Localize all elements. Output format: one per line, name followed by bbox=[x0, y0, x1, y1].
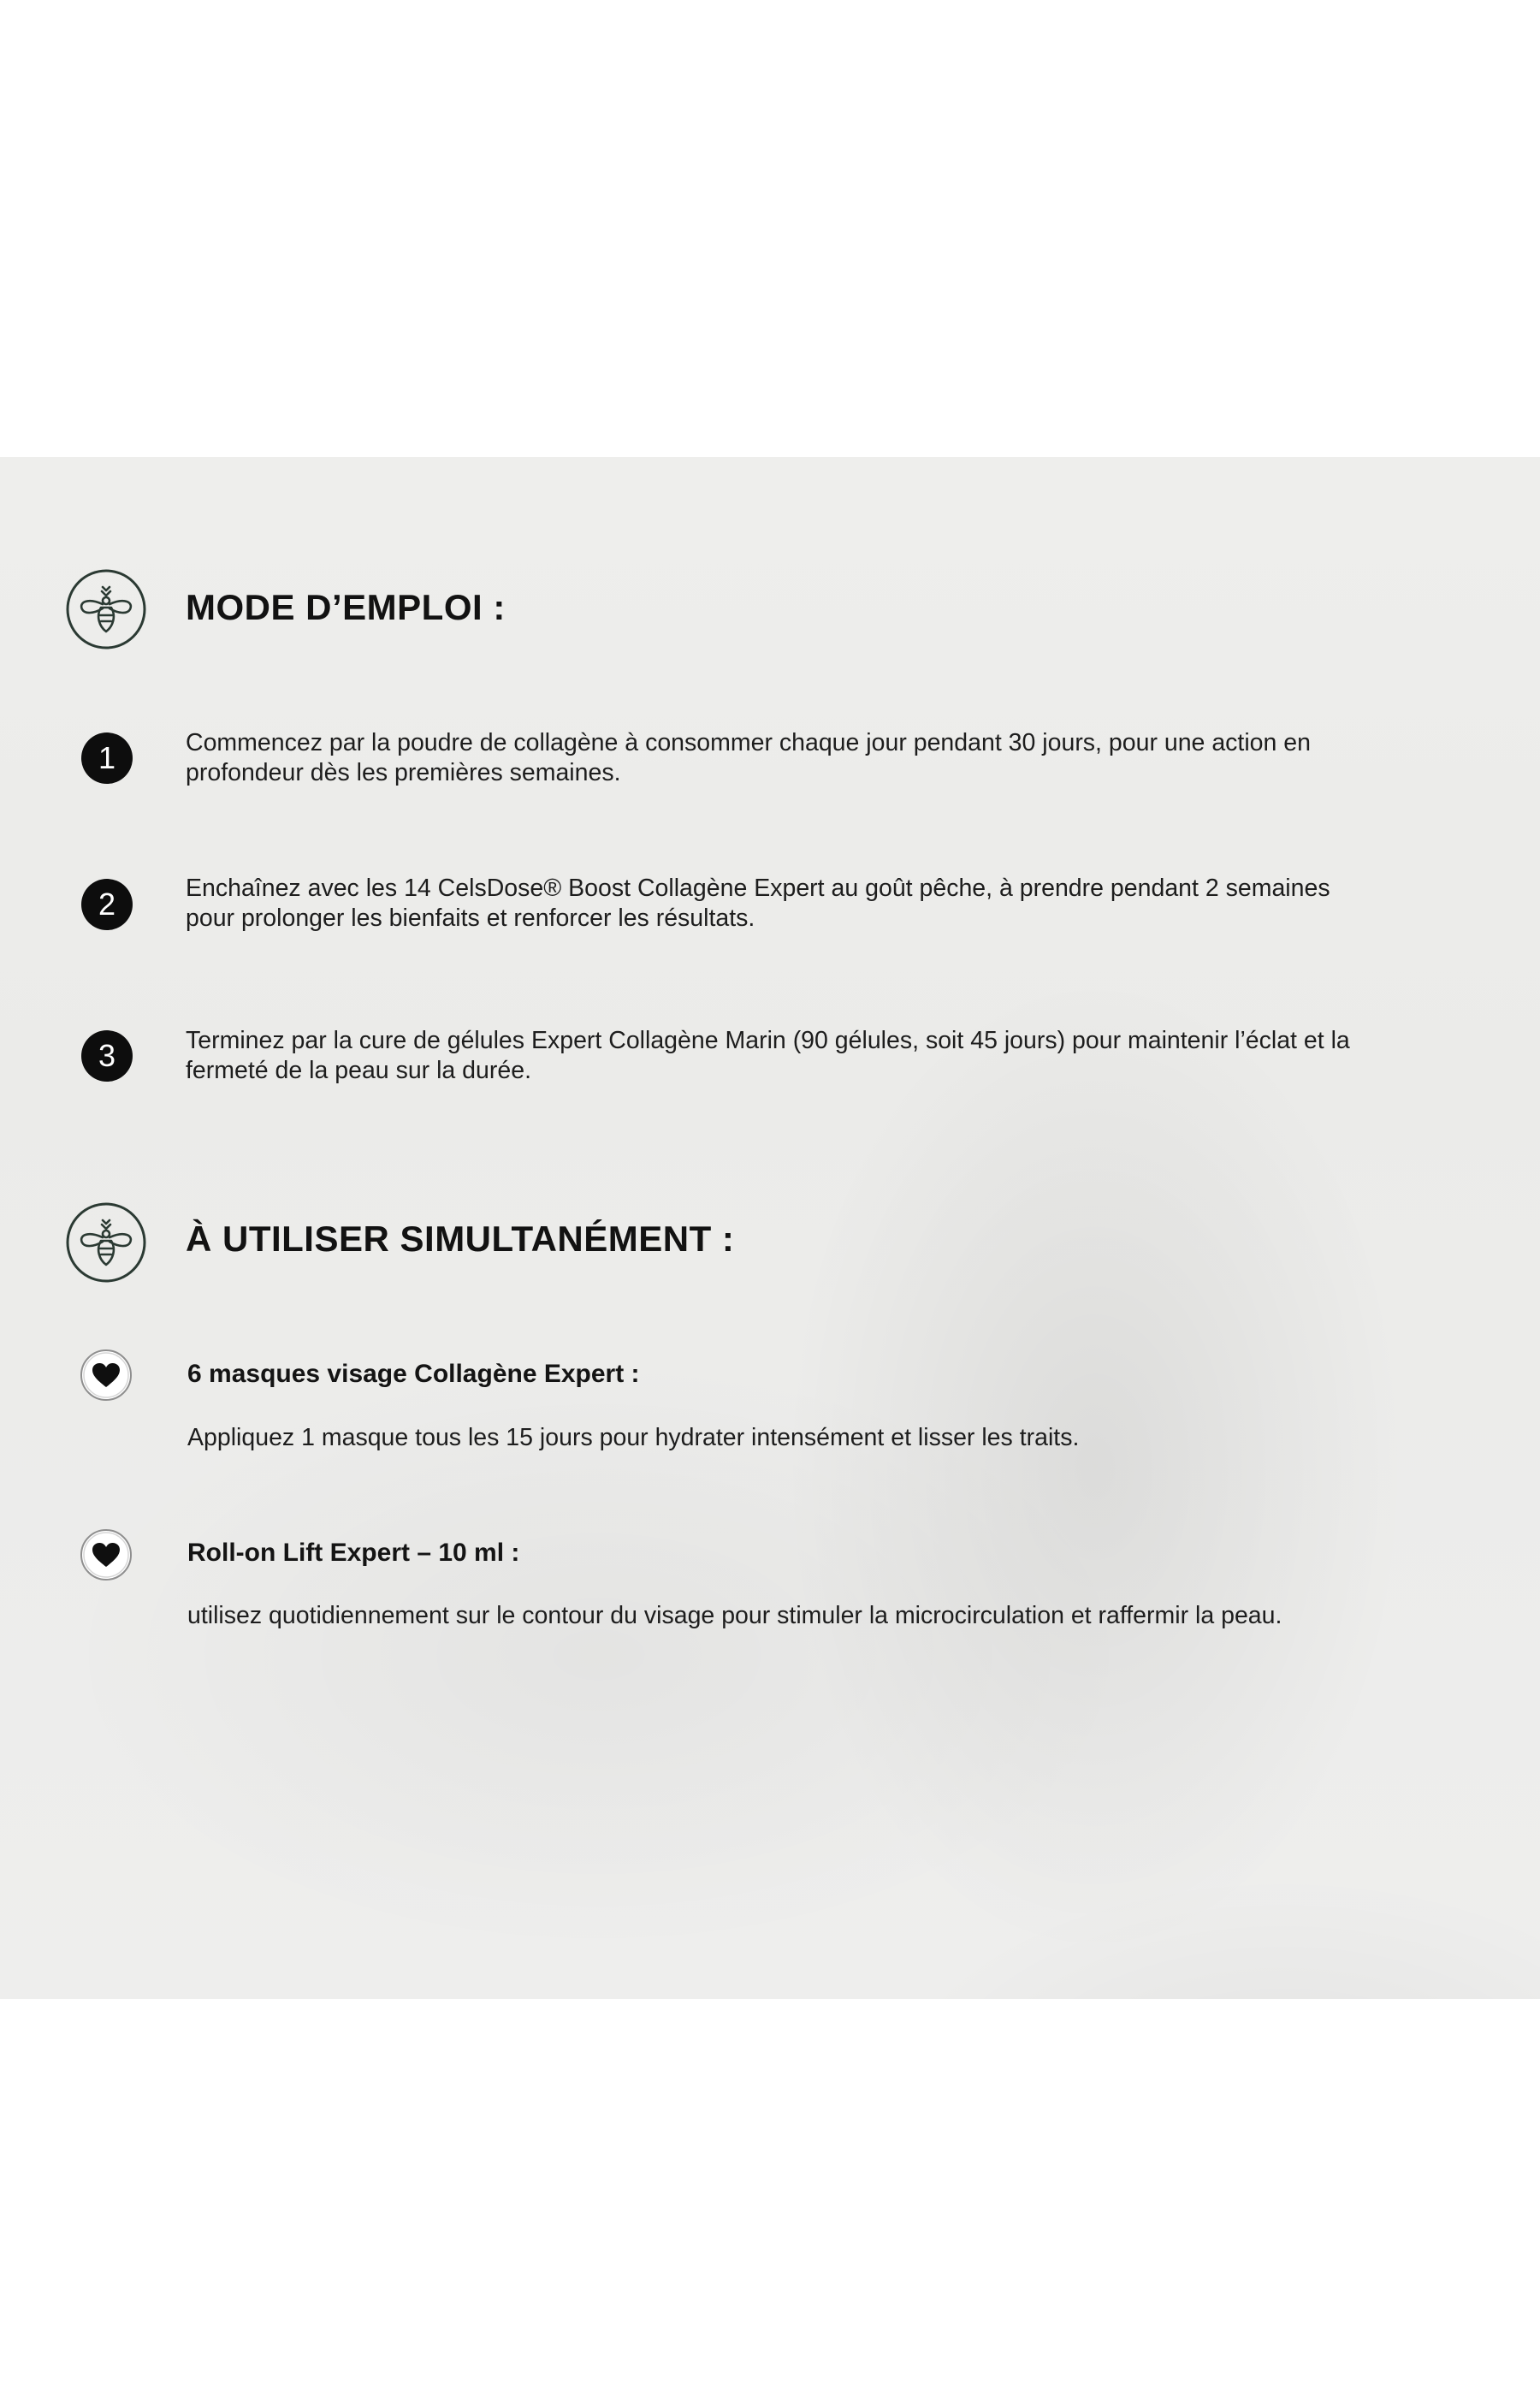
step-text-2: Enchaînez avec les 14 CelsDose® Boost Collagène Expert au goût pêche, à prendre pendant 2 semaines pour prolonger les bienfaits et renforcer les résultats. bbox=[186, 875, 1330, 932]
step-number-3: 3 bbox=[81, 1030, 133, 1082]
step-text-1: Commencez par la poudre de collagène à consommer chaque jour pendant 30 jours, pour une action en profondeur dès les premières semaines. bbox=[186, 729, 1311, 786]
heart-icon bbox=[80, 1349, 133, 1402]
mode-emploi-title: MODE D’EMPLOI : bbox=[186, 587, 506, 627]
bee-icon bbox=[65, 568, 147, 650]
heart-icon bbox=[80, 1528, 133, 1581]
product-title-roll-on: Roll-on Lift Expert – 10 ml : bbox=[187, 1539, 520, 1567]
product-title-masques: 6 masques visage Collagène Expert : bbox=[187, 1360, 640, 1388]
bee-icon bbox=[65, 1201, 147, 1284]
product-desc-roll-on: utilisez quotidiennement sur le contour du visage pour stimuler la microcirculation et raffermir la peau. bbox=[187, 1602, 1282, 1629]
simultaneous-title: À UTILISER SIMULTANÉMENT : bbox=[186, 1219, 735, 1259]
step-number-2: 2 bbox=[81, 879, 133, 930]
step-text-3: Terminez par la cure de gélules Expert Collagène Marin (90 gélules, soit 45 jours) pour maintenir l’éclat et la fermeté de la peau sur la durée. bbox=[186, 1027, 1350, 1084]
product-desc-masques: Appliquez 1 masque tous les 15 jours pour hydrater intensément et lisser les traits. bbox=[187, 1424, 1080, 1451]
instructions-panel bbox=[0, 457, 1540, 1999]
step-number-1: 1 bbox=[81, 732, 133, 784]
